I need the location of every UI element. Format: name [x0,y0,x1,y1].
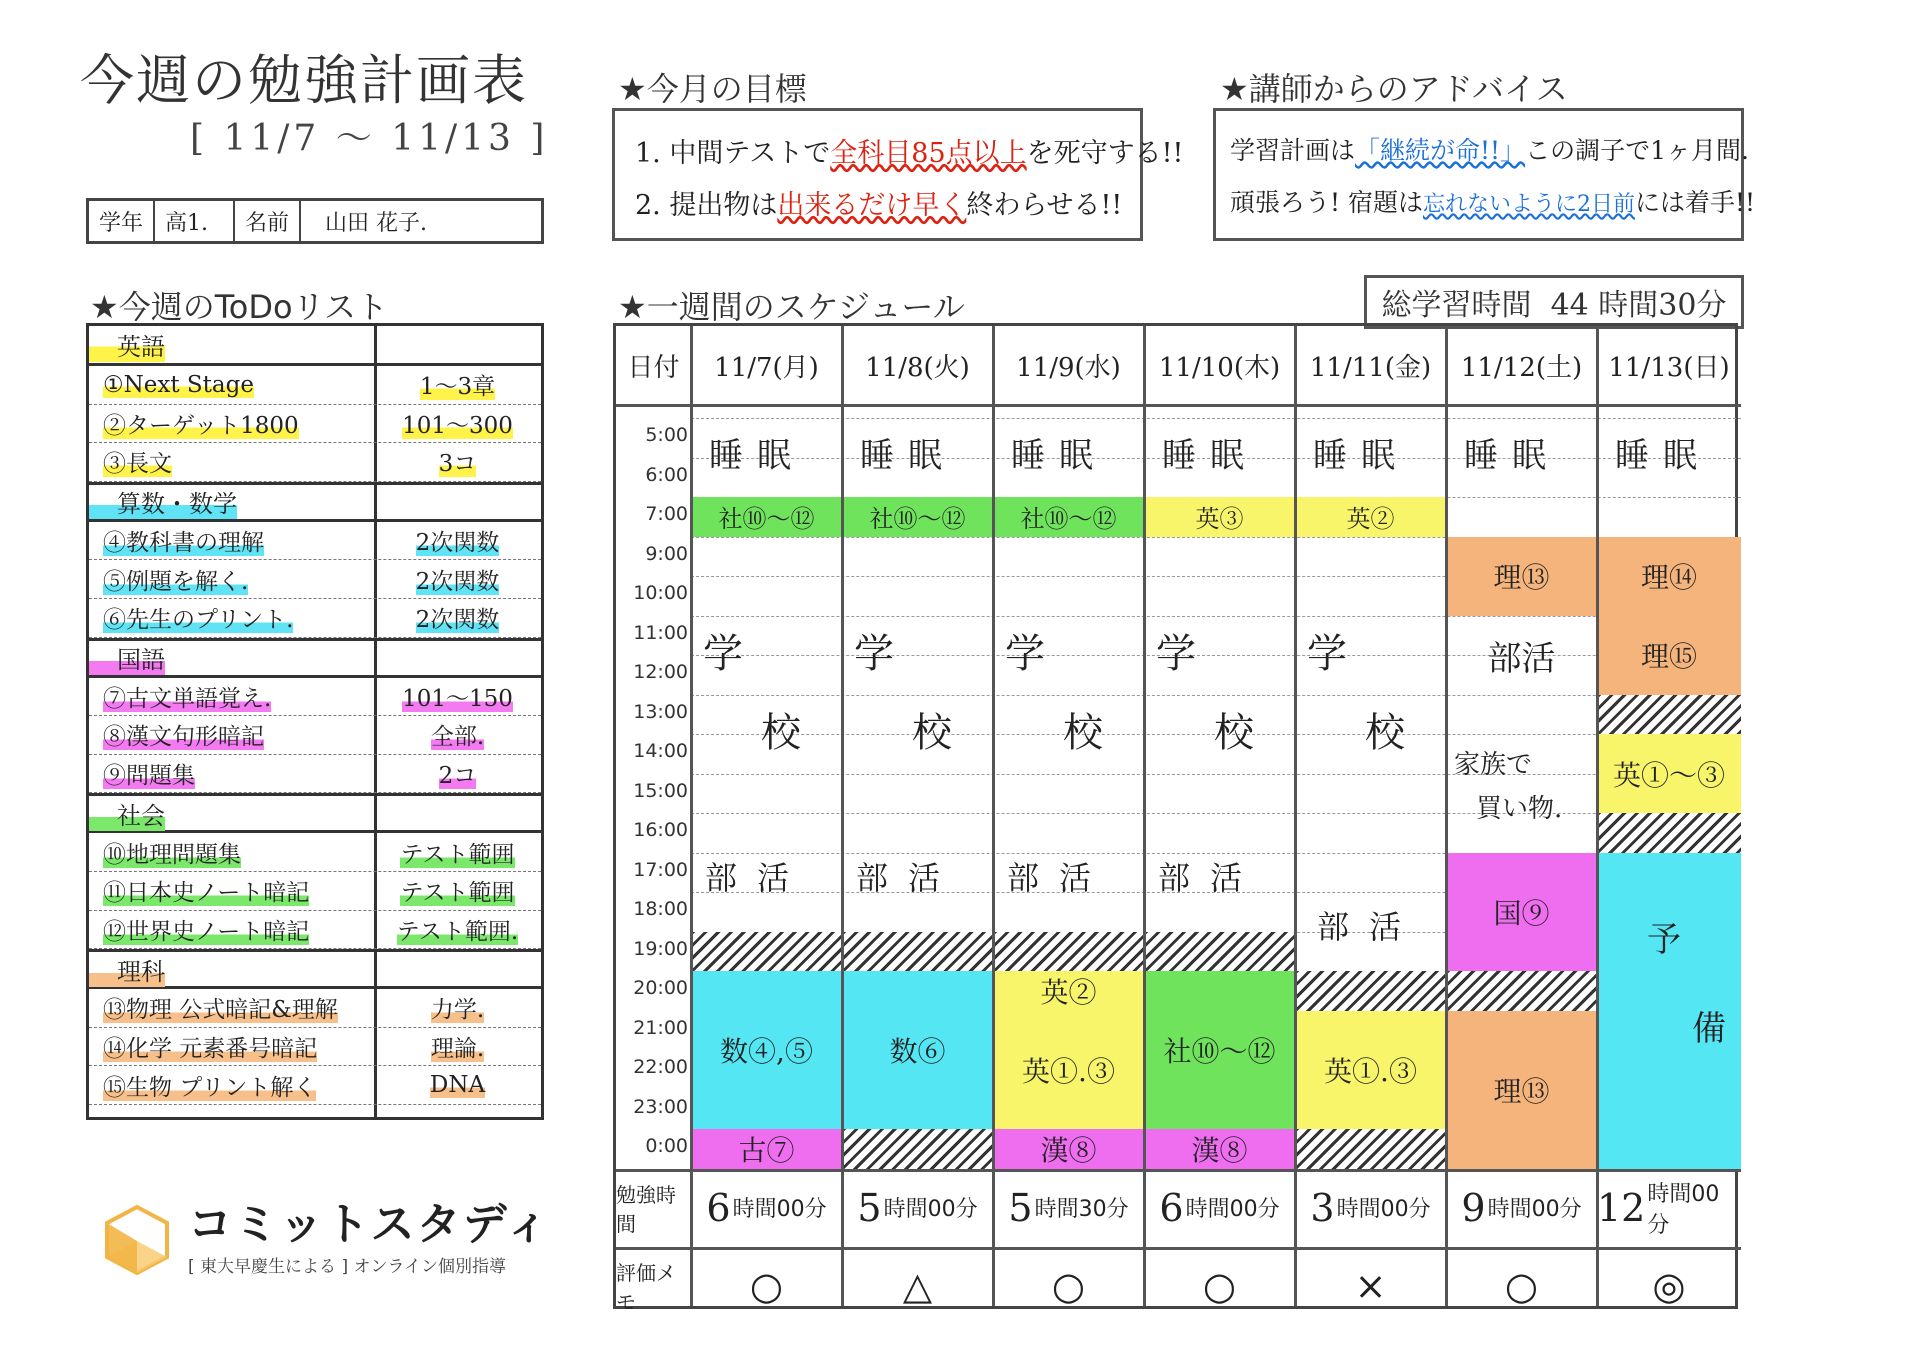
hour-line [691,774,1741,775]
hatch-break [1295,971,1446,1011]
todo-item-amount: 力学. [430,997,485,1024]
study-hours-unit: 時間00分 [732,1197,827,1222]
todo-category-name: 英語 [89,327,165,362]
study-hours-unit: 時間00分 [1647,1181,1720,1238]
todo-item-amount: テスト範囲 [400,880,515,907]
study-block: 理⑬ [1446,537,1597,616]
time-label: 20:00 [633,977,688,999]
evaluation-mark: △ [902,1263,933,1308]
todo-item [89,989,541,1028]
advice-line-2: 頑張ろう! 宿題は忘れないように2日前には着手!! [1230,188,1756,217]
hatch-break [1597,695,1741,735]
club-label: 部活 [1158,858,1263,897]
hatch-break [993,932,1144,972]
todo-item [89,716,541,755]
grade-label: 学年 [89,201,155,241]
hour-line [691,695,1741,696]
study-hours-cell [993,1169,1144,1247]
time-label: 7:00 [645,503,688,525]
study-hours-number: 12 [1597,1185,1646,1230]
evaluation-mark: × [1354,1263,1387,1308]
evaluation-label: 評価メモ [616,1260,676,1314]
study-hours-unit: 時間30分 [1034,1197,1129,1222]
todo-category [89,949,541,989]
time-label: 10:00 [633,582,688,604]
day-header: 11/7(月) [714,352,819,383]
page-title: 今週の勉強計画表 [80,49,528,112]
todo-category-name: 国語 [89,640,165,675]
study-block: 漢⑧ [993,1129,1144,1169]
school-label: 学 [1005,630,1045,677]
total-study-time: 総学習時間 44 時間30分 [1364,275,1744,329]
todo-item [89,1028,541,1067]
day-header: 11/12(土) [1460,352,1583,383]
goal-line-1: 1. 中間テストで全科目85点以上を死守する!! [635,138,1184,169]
todo-item-amount: 全部. [430,724,485,751]
sleep-label: 睡眠 [1615,436,1711,476]
study-block: 英①.③ [1295,1011,1446,1130]
todo-item-amount: 2次関数 [415,607,500,634]
todo-list [86,323,544,1120]
todo-item-amount: 3コ [438,451,477,478]
todo-item-name: ⑦古文単語覚え. [103,685,272,712]
todo-category [89,326,541,366]
hour-line [691,813,1741,814]
school-label: 学 [1307,630,1347,677]
time-label: 9:00 [645,542,688,565]
study-block: 漢⑧ [1144,1129,1295,1169]
sleep-label: 睡眠 [1162,436,1258,476]
todo-item-name: ④教科書の理解 [103,530,264,557]
week-range: [ 11/7 〜 11/13 ] [190,118,549,159]
hatch-break [842,1129,993,1169]
todo-item-amount: 101〜300 [402,412,513,439]
school-label: 校 [1365,709,1405,756]
day-header: 11/13(日) [1608,352,1730,383]
column-divider [690,326,693,1306]
todo-item [89,443,541,482]
todo-item-name: ⑪日本史ノート暗記 [103,880,310,907]
advice-box [1213,108,1756,241]
school-label: 学 [703,630,743,677]
school-label: 校 [1214,709,1254,756]
todo-item [89,522,541,561]
study-hours-number: 5 [1008,1185,1033,1230]
goal-box [612,108,1184,241]
column-divider [1596,326,1599,1306]
todo-category [89,793,541,833]
advice-heading: ★講師からのアドバイス [1220,70,1568,108]
shopping-label: 買い物. [1476,793,1563,824]
schedule-heading: ★一週間のスケジュール [618,288,965,326]
study-hours-cell [1446,1169,1597,1247]
logo-cube-icon [105,1205,165,1265]
evaluation-mark: ○ [1504,1263,1539,1308]
logo-text: コミットスタディ [188,1199,552,1250]
todo-item [89,560,541,599]
time-label: 19:00 [633,937,688,960]
prep-label: 備 [1692,1009,1726,1049]
todo-item [89,1066,541,1105]
todo-item [89,405,541,444]
study-block: 英①.③ [993,1011,1144,1130]
club-label: 部活 [705,858,810,897]
study-hours-number: 5 [857,1185,882,1230]
evaluation-mark: ○ [1202,1263,1237,1308]
school-label: 学 [1156,630,1196,677]
todo-item-amount: 2次関数 [415,530,500,557]
day-header: 11/11(金) [1309,352,1432,383]
study-block: 社⑩〜⑫ [993,497,1144,537]
time-label: 13:00 [633,700,688,723]
time-label: 21:00 [633,1016,688,1039]
study-hours-unit: 時間00分 [1487,1197,1582,1222]
study-hours-cell [1597,1169,1741,1247]
todo-item-amount: DNA [429,1072,486,1099]
club-label: 部活 [1007,858,1112,897]
day-header: 11/8(火) [865,352,970,383]
todo-item [89,678,541,717]
todo-item-name: ⑤例題を解く. [103,568,249,595]
study-hours-number: 6 [706,1185,731,1230]
study-block: 理⑭ [1597,537,1741,616]
todo-item [89,833,541,872]
study-block: 英② [993,971,1144,1011]
todo-item-name: ⑫世界史ノート暗記 [103,918,310,945]
student-info [86,198,544,244]
study-block: 国⑨ [1446,853,1597,972]
todo-item-name: ⑥先生のプリント. [103,607,294,634]
study-hours-cell [1295,1169,1446,1247]
todo-item-amount: 101〜150 [402,685,513,712]
study-block: 社⑩〜⑫ [842,497,993,537]
todo-item-name: ⑭化学 元素番号暗記 [103,1036,318,1063]
time-label: 22:00 [633,1056,688,1078]
hatch-break [1295,1129,1446,1169]
day-header: 11/10(木) [1158,352,1281,383]
study-block: 古⑦ [691,1129,842,1169]
study-hours-unit: 時間00分 [883,1197,978,1222]
todo-category [89,638,541,678]
sleep-label: 睡眠 [1011,436,1107,476]
hatch-break [1446,971,1597,1011]
sleep-label: 睡眠 [709,436,805,476]
todo-item-amount: テスト範囲. [396,918,519,945]
todo-item-name: ⑬物理 公式暗記&理解 [103,997,338,1024]
todo-item-name: ③長文 [103,451,172,478]
todo-category-name: 算数・数学 [89,484,237,519]
column-divider [1445,326,1448,1306]
evaluation-mark: ○ [749,1263,784,1308]
column-divider [841,326,844,1306]
study-block: 数⑥ [842,971,993,1129]
todo-item-name: ⑧漢文句形暗記 [103,724,264,751]
todo-item-name: ①Next Stage [103,371,254,398]
time-label: 6:00 [645,463,688,486]
sleep-label: 睡眠 [1313,436,1409,476]
evaluation-mark: ○ [1051,1263,1086,1308]
todo-item [89,755,541,794]
todo-item-name: ⑨問題集 [103,763,195,790]
hour-line [691,418,1741,419]
study-block: 理⑮ [1597,616,1741,695]
study-hours-number: 3 [1310,1185,1335,1230]
todo-item [89,872,541,911]
column-divider [1294,326,1297,1306]
study-hours-number: 9 [1461,1185,1486,1230]
todo-item [89,599,541,638]
todo-item-amount: 1〜3章 [419,374,496,401]
todo-category-name: 社会 [89,796,165,831]
study-block: 数④,⑤ [691,971,842,1129]
todo-category-name: 理科 [89,952,165,987]
study-block: 英①〜③ [1597,734,1741,813]
name-value: 山田 花子. [325,210,428,236]
club-label: 部活 [856,858,961,897]
study-block: 部活 [1487,638,1556,679]
school-label: 校 [761,709,801,756]
hatch-break [842,932,993,972]
family-label: 家族で [1454,750,1533,780]
study-block: 英③ [1144,497,1295,537]
prep-label: 予 [1647,920,1681,960]
hatch-break [1144,932,1295,972]
study-hours-unit: 時間00分 [1185,1197,1280,1222]
schedule-table [613,323,1738,1314]
sleep-label: 睡眠 [860,436,956,476]
row-divider [616,404,1741,407]
time-label: 0:00 [645,1135,688,1157]
day-header: 11/9(水) [1016,352,1121,383]
todo-item-name: ⑮生物 プリント解く [103,1074,317,1101]
study-hours-cell [842,1169,993,1247]
time-label: 11:00 [633,621,688,644]
goal-line-2: 2. 提出物は出来るだけ早く終わらせる!! [635,190,1123,221]
study-hours-cell [1144,1169,1295,1247]
todo-category [89,482,541,522]
time-label: 12:00 [633,661,688,683]
study-hours-unit: 時間00分 [1336,1197,1431,1222]
study-hours-number: 6 [1159,1185,1184,1230]
hatch-break [691,932,842,972]
study-hours-label: 勉強時間 [616,1182,676,1236]
column-divider [1143,326,1146,1306]
date-label: 日付 [627,352,680,383]
time-label: 23:00 [633,1095,688,1118]
study-block: 社⑩〜⑫ [1144,971,1295,1129]
todo-item-amount: テスト範囲 [400,841,515,868]
school-label: 校 [1063,709,1103,756]
todo-item-amount: 2コ [438,763,477,790]
school-label: 学 [854,630,894,677]
grade-value: 高1. [155,201,235,241]
study-block: 英② [1295,497,1446,537]
study-hours-cell [691,1169,842,1247]
todo-item-name: ⑩地理問題集 [103,841,241,868]
todo-heading: ★今週のToDoリスト [90,288,388,326]
advice-line-1: 学習計画は「継続が命!!」この調子で1ヶ月間. [1230,136,1749,165]
time-label: 18:00 [633,898,688,920]
goal-heading: ★今月の目標 [618,70,807,108]
time-label: 5:00 [645,424,688,446]
todo-item [89,366,541,405]
todo-item [89,911,541,950]
column-divider [992,326,995,1306]
evaluation-mark: ◎ [1652,1263,1686,1308]
time-label: 17:00 [633,858,688,881]
name-label: 名前 [235,201,301,241]
todo-item-name: ②ターゲット1800 [103,412,299,439]
school-label: 校 [912,709,952,756]
time-label: 15:00 [633,779,688,802]
hatch-break [1597,813,1741,853]
time-label: 16:00 [633,819,688,841]
club-label: 部活 [1317,908,1422,946]
sleep-label: 睡眠 [1464,436,1560,476]
time-label: 14:00 [633,740,688,762]
todo-item-amount: 理論. [430,1036,485,1063]
study-block: 理⑬ [1446,1011,1597,1169]
study-block: 社⑩〜⑫ [691,497,842,537]
logo-subtitle: [ 東大早慶生による ] オンライン個別指導 [188,1257,506,1277]
todo-item-amount: 2次関数 [415,568,500,595]
